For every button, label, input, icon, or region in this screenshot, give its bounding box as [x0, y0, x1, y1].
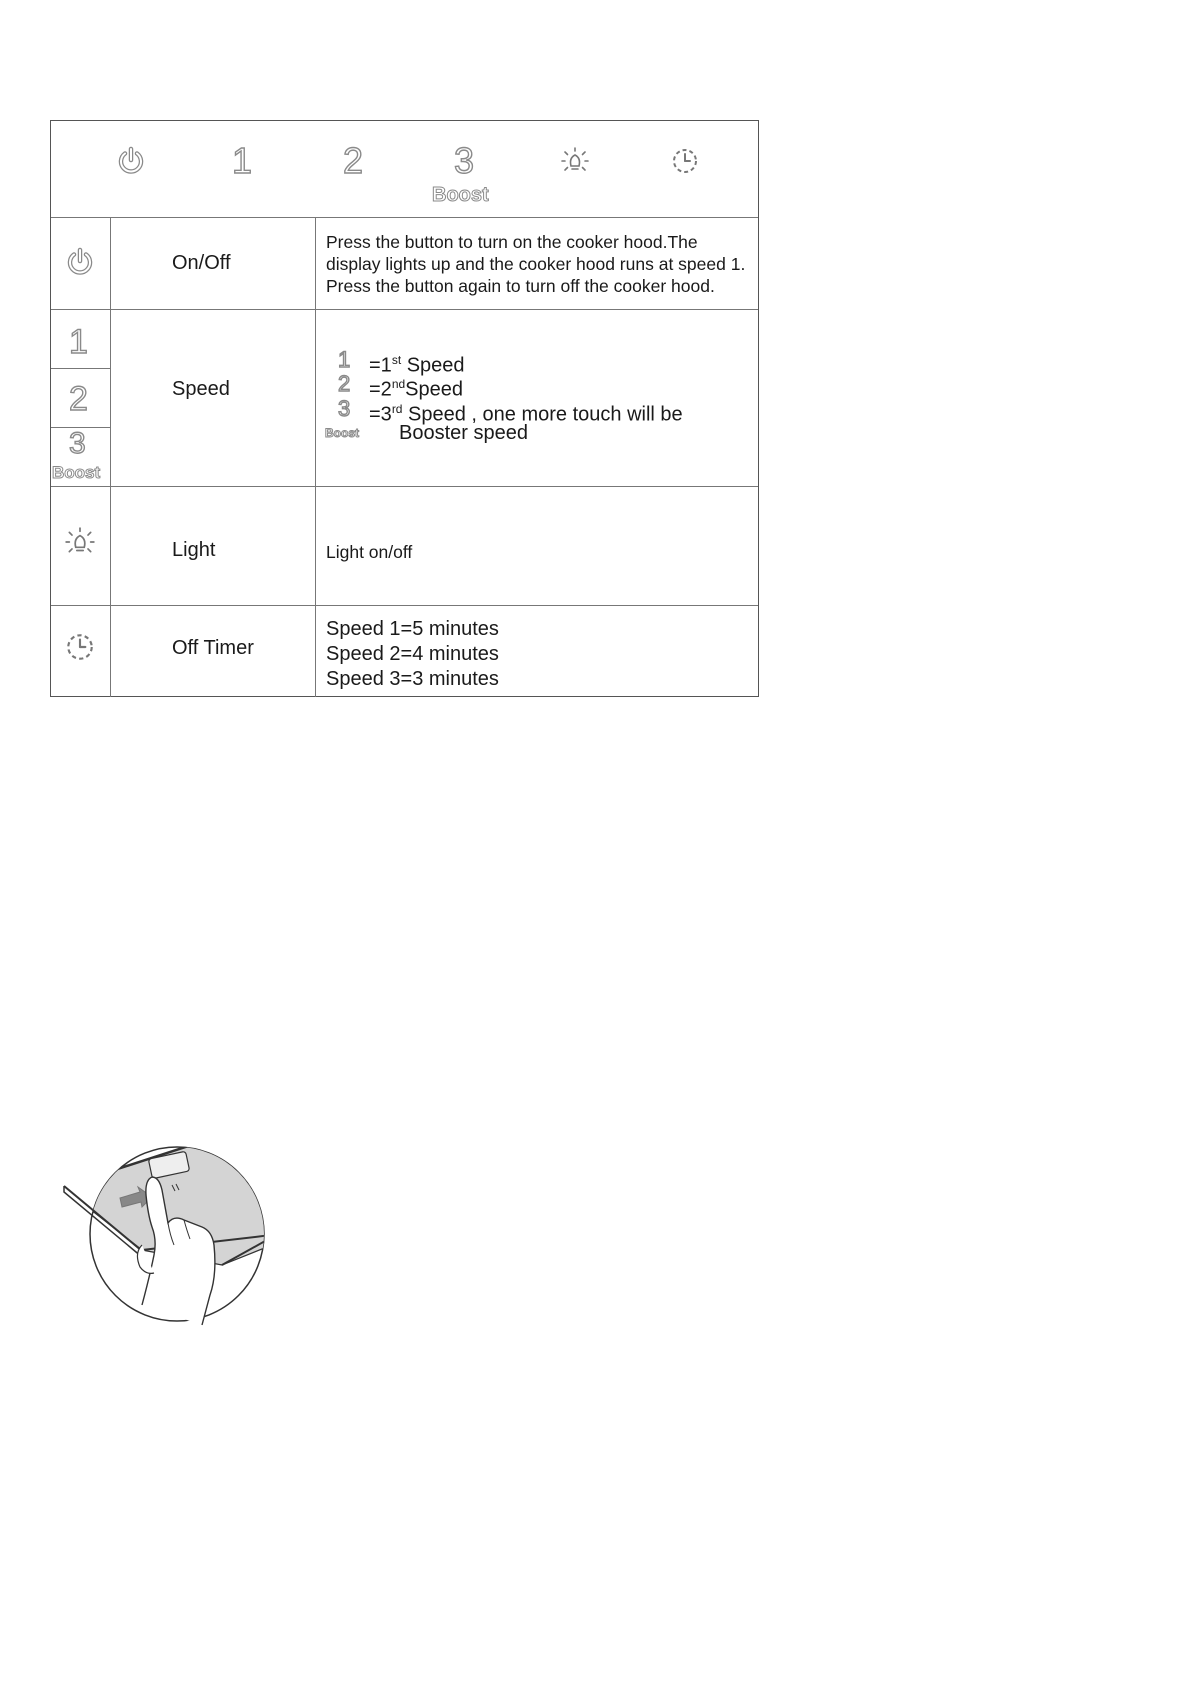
light-icon [560, 146, 590, 176]
timer-description: Speed 1=5 minutes Speed 2=4 minutes Speed 3=3 minutes [326, 618, 499, 690]
onoff-description: Press the button to turn on the cooker hood.The display lights up and the cooker hood runs at speed 1. Press the button again to turn off the cooker hood. [326, 232, 746, 296]
timer-icon [670, 146, 700, 176]
light-name: Light [172, 539, 216, 561]
speed-line-key-3: 3 [338, 396, 351, 421]
speed-key-1: 1 [69, 323, 88, 361]
header-boost-label: Boost [432, 184, 489, 206]
header-key-1: 1 [232, 140, 253, 181]
speed-name: Speed [172, 378, 230, 400]
speed-line-key-2: 2 [338, 371, 351, 396]
speed-line-3: =3rd Speed , one more touch will be [369, 402, 683, 426]
speed-key-3: 3 [69, 427, 86, 460]
speed-boost-label: Boost [52, 463, 101, 482]
speed-line-key-1: 1 [338, 347, 351, 372]
control-panel-table [50, 120, 759, 697]
speed-line-1: =1st Speed [369, 353, 465, 377]
speed-line-2: =2ndSpeed [369, 377, 464, 401]
timer-name: Off Timer [172, 637, 254, 659]
speed-key-2: 2 [69, 380, 88, 418]
speed-line-booster: Booster speed [399, 422, 528, 444]
row-light-icon [64, 526, 96, 558]
light-description: Light on/off [326, 542, 413, 562]
row-power-icon [65, 247, 95, 277]
header-key-3: 3 [454, 140, 475, 181]
onoff-name: On/Off [172, 252, 231, 274]
power-icon [116, 146, 146, 176]
finger-pressing-panel-illustration [62, 1135, 267, 1340]
header-key-2: 2 [343, 140, 364, 181]
speed-line-boost-key: Boost [325, 426, 359, 440]
row-timer-icon [64, 631, 96, 663]
